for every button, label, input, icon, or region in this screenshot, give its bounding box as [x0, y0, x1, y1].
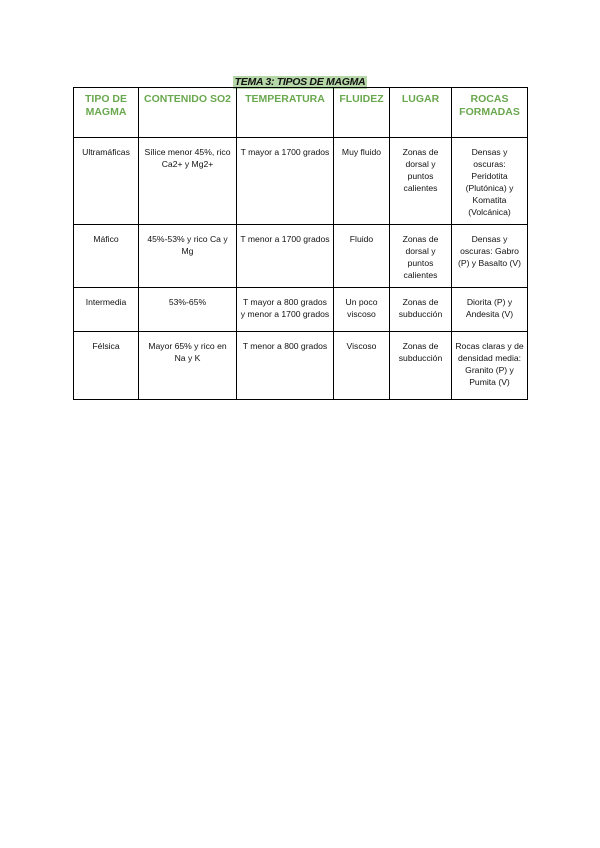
table-cell: Máfico	[74, 225, 139, 288]
header-temperatura: TEMPERATURA	[237, 88, 334, 138]
table-cell: Mayor 65% y rico en Na y K	[139, 332, 237, 400]
table-row	[74, 225, 528, 288]
table-cell: Diorita (P) y Andesita (V)	[452, 288, 528, 332]
table-row	[74, 288, 528, 332]
table-row	[74, 138, 528, 225]
table-cell: Sílice menor 45%, rico Ca2+ y Mg2+	[139, 138, 237, 225]
magma-types-table	[73, 87, 528, 400]
table-cell: T menor a 800 grados	[237, 332, 334, 400]
table-cell: Densas y oscuras: Peridotita (Plutónica) y Komatita (Volcánica)	[452, 138, 528, 225]
header-tipo-magma: TIPO DE MAGMA	[74, 88, 139, 138]
table-cell: Fluido	[334, 225, 390, 288]
table-row	[74, 332, 528, 400]
table-cell: Viscoso	[334, 332, 390, 400]
header-fluidez: FLUIDEZ	[334, 88, 390, 138]
table-cell: T menor a 1700 grados	[237, 225, 334, 288]
header-rocas: ROCAS FORMADAS	[452, 88, 528, 138]
table-cell: 45%-53% y rico Ca y Mg	[139, 225, 237, 288]
table-cell: Zonas de dorsal y puntos calientes	[390, 138, 452, 225]
table-cell: T mayor a 800 grados y menor a 1700 grados	[237, 288, 334, 332]
table-cell: Ultramáficas	[74, 138, 139, 225]
table-cell: T mayor a 1700 grados	[237, 138, 334, 225]
table-cell: Un poco viscoso	[334, 288, 390, 332]
table-cell: Zonas de dorsal y puntos calientes	[390, 225, 452, 288]
table-cell: 53%-65%	[139, 288, 237, 332]
table-cell: Densas y oscuras: Gabro (P) y Basalto (V)	[452, 225, 528, 288]
table-cell: Rocas claras y de densidad media: Granito (P) y Pumita (V)	[452, 332, 528, 400]
document-title: TEMA 3: TIPOS DE MAGMA	[234, 76, 366, 88]
table-cell: Zonas de subducción	[390, 332, 452, 400]
header-row	[74, 88, 528, 138]
table-cell: Intermedia	[74, 288, 139, 332]
table-cell: Félsica	[74, 332, 139, 400]
table-cell: Muy fluido	[334, 138, 390, 225]
table-cell: Zonas de subducción	[390, 288, 452, 332]
header-lugar: LUGAR	[390, 88, 452, 138]
header-contenido: CONTENIDO SO2	[139, 88, 237, 138]
